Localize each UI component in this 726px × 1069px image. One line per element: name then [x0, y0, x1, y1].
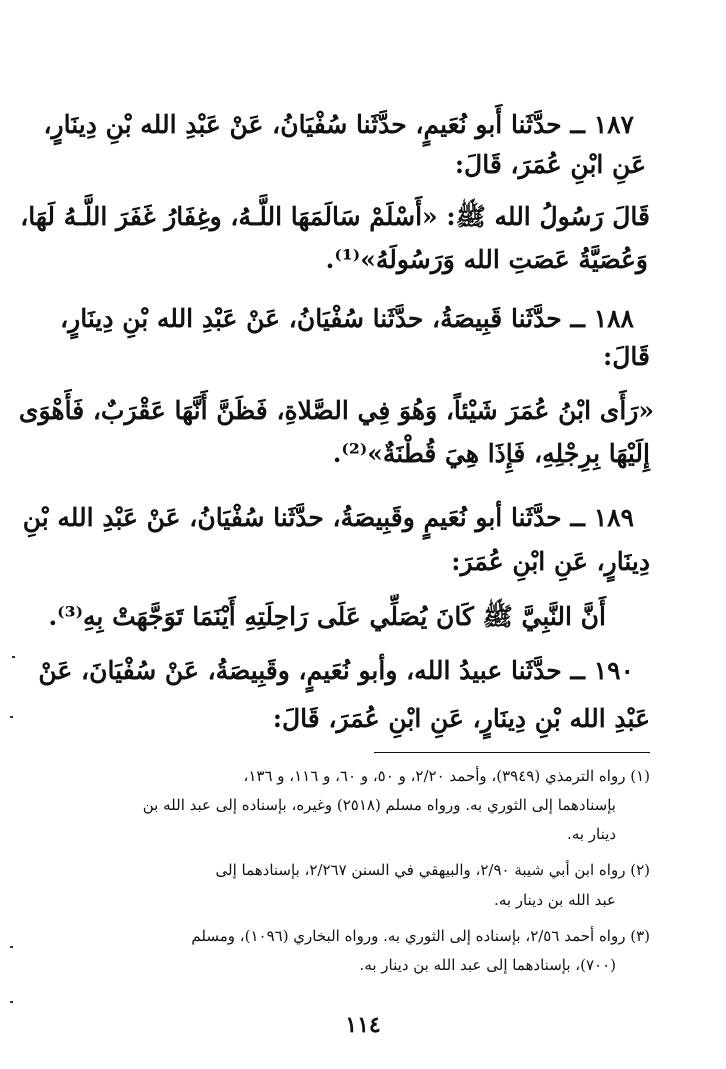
hadith-189-text-line-1: أَنَّ النَّبِيَّ ﷺ كَانَ يُصَلِّي عَلَى رَاحِلَتِهِ أَيْنَمَا تَوَجَّهَتْ بِهِ⁽³⁾.	[48, 602, 606, 631]
scan-speck	[10, 1001, 13, 1003]
footnote-2-line-1: (٢) رواه ابن أبي شيبة ٢/٩٠، والبيهقي في السنن ٢/٢٦٧، بإسنادهما إلى	[215, 861, 650, 879]
hadith-187-text-line-2: وَعُصَيَّةُ عَصَتِ الله وَرَسُولَهُ»⁽¹⁾.	[325, 245, 648, 274]
scan-speck	[12, 656, 15, 658]
footnote-1-line-1: (١) رواه الترمذي (٣٩٤٩)، وأحمد ٢/٢٠، و ٥٠، و ٦٠، و ١١٦، و ١٣٦،	[243, 767, 650, 785]
footnote-3-line-2: (٧٠٠)، بإسنادهما إلى عبد الله بن دينار به.	[359, 956, 616, 974]
hadith-187-text-line-1: قَالَ رَسُولُ الله ﷺ: «أَسْلَمْ سَالَمَهَا اللَّـهُ، وغِفَارُ غَفَرَ اللَّـهُ لَهَا،	[20, 202, 650, 231]
footnote-2-line-2: عبد الله بن دينار به.	[494, 891, 616, 909]
scan-speck	[10, 716, 13, 718]
page-number: ١١٤	[345, 1012, 381, 1038]
scan-speck	[10, 946, 13, 948]
footnote-divider	[374, 752, 650, 753]
hadith-188-line-2: قَالَ:	[603, 342, 650, 371]
hadith-188-line-1: ١٨٨ ــ حدَّثَنا قَبِيصَةُ، حدَّثَنا سُفْيَانُ، عَنْ عَبْدِ الله بْنِ دِينَارٍ،	[60, 304, 634, 333]
hadith-189-line-2: دِينَارٍ، عَنِ ابْنِ عُمَرَ:	[451, 547, 650, 576]
hadith-188-text-line-2: إِلَيْهَا بِرِجْلِهِ، فَإِذَا هِيَ قُطْنَةٌ»⁽²⁾.	[332, 439, 650, 468]
hadith-188-text-line-1: «رَأَى ابْنُ عُمَرَ شَيْئاً، وَهُوَ فِي الصَّلاةِ، فَظَنَّ أَنَّهَا عَقْرَبٌ، فَأَهْوَى	[18, 396, 654, 425]
hadith-187-line-2: عَنِ ابْنِ عُمَرَ، قَالَ:	[454, 150, 646, 179]
footnote-1-line-2: بإسنادهما إلى الثوري به. ورواه مسلم (٢٥١٨) وغيره، بإسناده إلى عبد الله بن	[142, 796, 616, 814]
footnote-1-line-3: دينار به.	[567, 825, 616, 843]
hadith-189-line-1: ١٨٩ ــ حدَّثَنا أبو نُعَيمٍ وقَبِيصَةُ، حدَّثَنا سُفْيَانُ، عَنْ عَبْدِ الله بْنِ	[22, 503, 634, 532]
hadith-190-line-1: ١٩٠ ــ حدَّثَنا عبيدُ الله، وأبو نُعَيمٍ، وقَبِيصَةُ، عَنْ سُفْيَانَ، عَنْ	[38, 656, 634, 685]
hadith-190-line-2: عَبْدِ الله بْنِ دِينَارٍ، عَنِ ابْنِ عُمَرَ، قَالَ:	[272, 704, 650, 733]
footnote-3-line-1: (٣) رواه أحمد ٢/٥٦، بإسناده إلى الثوري به. ورواه البخاري (١٠٩٦)، ومسلم	[191, 927, 650, 945]
hadith-187-line-1: ١٨٧ ــ حدَّثَنا أَبو نُعَيمٍ، حدَّثَنا سُفْيَانُ، عَنْ عَبْدِ الله بْنِ دِينَارٍ،	[43, 110, 634, 139]
